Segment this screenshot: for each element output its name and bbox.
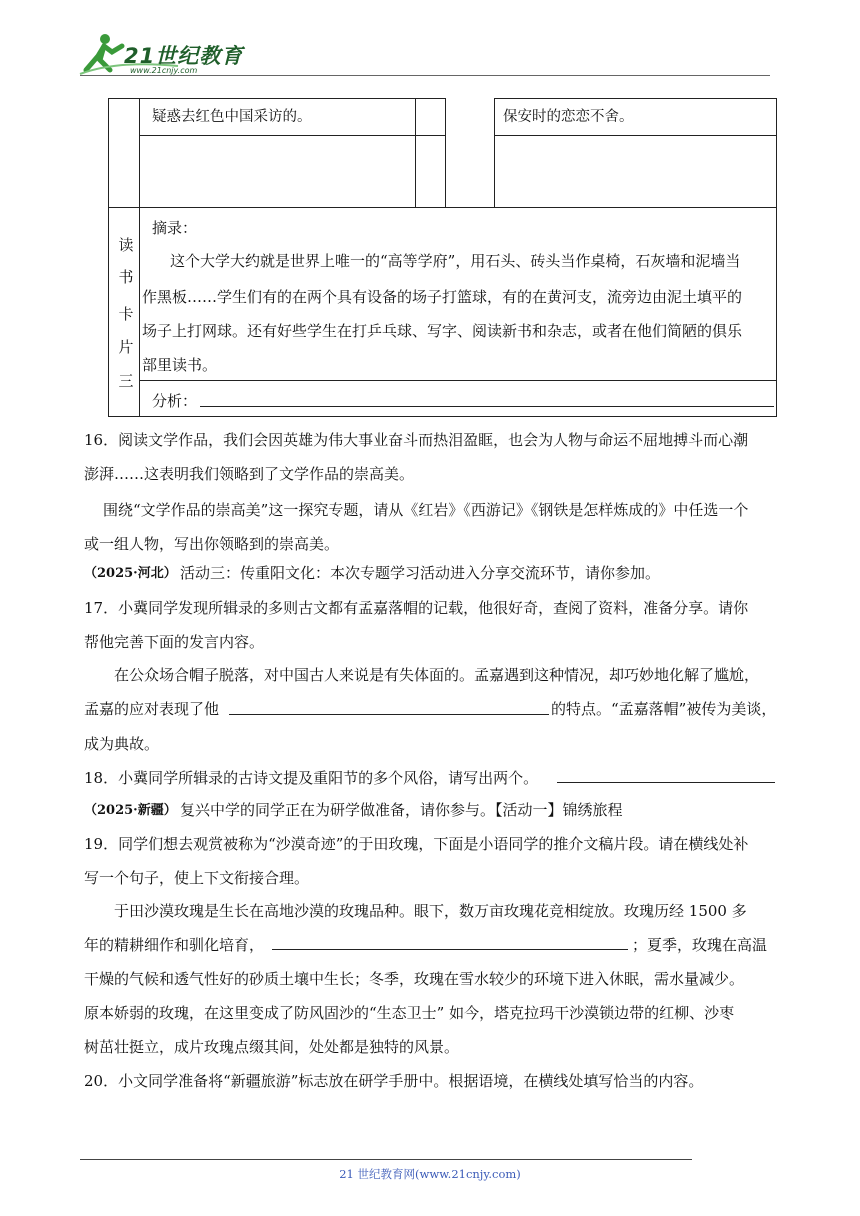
- footer-link[interactable]: 21 世纪教育网(www.21cnjy.com): [339, 1167, 521, 1181]
- q16-text: 围绕“文学作品的崇高美”这一探究专题，请从《红岩》《西游记》《钢铁是怎样炼成的》中任选一个: [103, 501, 749, 519]
- logo-url: www.21cnjy.com: [130, 66, 198, 75]
- table-cell: [415, 98, 446, 136]
- excerpt-line: 场子上打网球。还有好些学生在打乒乓球、写字、阅读新书和杂志，或者在他们简陋的俱乐: [142, 322, 743, 340]
- card-label-char: 书: [118, 268, 134, 286]
- q19-text: ；夏季，玫瑰在高温: [632, 936, 768, 954]
- excerpt-line: 这个大学大约就是世界上唯一的“高等学府”，用石头、砖头当作桌椅，石灰墙和泥墙当: [170, 252, 741, 270]
- source-tag: （2025·新疆）: [84, 803, 177, 818]
- row1-left-text: 疑惑去红色中国采访的。: [152, 109, 312, 125]
- card-label-char: 片: [118, 338, 134, 356]
- q17-text: 在公众场合帽子脱落，对中国古人来说是有失体面的。孟嘉遇到这种情况，却巧妙地化解了尴尬，: [114, 666, 760, 684]
- q19-text: 年的精耕细作和驯化培育，: [84, 936, 265, 954]
- site-logo: [78, 30, 253, 78]
- q19-answer-line[interactable]: [272, 949, 628, 950]
- q19-text: 于田沙漠玫瑰是生长在高地沙漠的玫瑰品种。眼下，数万亩玫瑰花竞相绽放。玫瑰历经 1500 多: [114, 902, 747, 920]
- analysis-answer-line[interactable]: [200, 406, 774, 407]
- q17-answer-line[interactable]: [229, 714, 549, 715]
- q17-text: 成为典故。: [84, 735, 160, 753]
- excerpt-line: 作黑板……学生们有的在两个具有设备的场子打篮球，有的在黄河支，流旁边由泥土填平的: [142, 288, 743, 306]
- card-label-char: 卡: [118, 305, 134, 323]
- excerpt-line: 部里读书。: [142, 356, 218, 374]
- q16-text: 或一组人物，写出你领略到的崇高美。: [84, 535, 340, 553]
- source-tag: （2025·河北）: [84, 566, 177, 581]
- card-label-char: 读: [118, 236, 134, 254]
- q19-text: 写一个句子，使上下文衔接合理。: [84, 869, 310, 887]
- row1-right-text: 保安时的恋恋不舍。: [503, 109, 634, 125]
- q20-text: 20．小文同学准备将“新疆旅游”标志放在研学手册中。根据语境，在横线处填写恰当的内容。: [84, 1072, 704, 1090]
- q17-text: 的特点。“孟嘉落帽”被传为美谈，: [551, 700, 777, 718]
- q19-text: 19．同学们想去观赏被称为“沙漠奇迹”的于田玫瑰，下面是小语同学的推介文稿片段。请在横线处补: [84, 835, 749, 853]
- q18-answer-line[interactable]: [557, 782, 775, 783]
- analysis-label: 分析：: [152, 392, 198, 410]
- excerpt-label: 摘录：: [152, 219, 198, 237]
- logo-text: 21世纪教育: [124, 44, 244, 68]
- q17-text: 孟嘉的应对表现了他: [84, 700, 220, 718]
- analysis-cell: [139, 380, 777, 417]
- footer-divider: [80, 1159, 692, 1160]
- q19-text: 树茁壮挺立，成片玫瑰点缀其间，处处都是独特的风景。: [84, 1038, 460, 1056]
- table-cell: [108, 98, 140, 208]
- table-cell: [139, 135, 416, 208]
- activity-text: 活动三：传重阳文化：本次专题学习活动进入分享交流环节，请你参加。: [180, 564, 661, 582]
- q18-text: 18．小冀同学所辑录的古诗文提及重阳节的多个风俗，请写出两个。: [84, 769, 539, 787]
- table-cell: [494, 135, 777, 208]
- activity-text: 复兴中学的同学正在为研学做准备，请你参与。【活动一】锦绣旅程: [180, 801, 623, 819]
- q16-text: 澎湃……这表明我们领略到了文学作品的崇高美。: [84, 465, 415, 483]
- q17-text: 帮他完善下面的发言内容。: [84, 633, 265, 651]
- header-divider: [80, 75, 770, 76]
- q19-text: 原本娇弱的玫瑰，在这里变成了防风固沙的“生态卫士” 如今，塔克拉玛干沙漠锁边带的红柳、沙枣: [84, 1004, 735, 1022]
- q19-text: 干燥的气候和透气性好的砂质土壤中生长；冬季，玫瑰在雪水较少的环境下进入休眠，需水量减少。: [84, 970, 745, 988]
- q16-text: 16．阅读文学作品，我们会因英雄为伟大事业奋斗而热泪盈眶，也会为人物与命运不屈地搏斗而心潮: [84, 431, 749, 449]
- q17-text: 17．小冀同学发现所辑录的多则古文都有孟嘉落帽的记载，他很好奇，查阅了资料，准备分享。请你: [84, 599, 749, 617]
- table-cell: [415, 135, 446, 208]
- card-label-char: 三: [118, 372, 134, 390]
